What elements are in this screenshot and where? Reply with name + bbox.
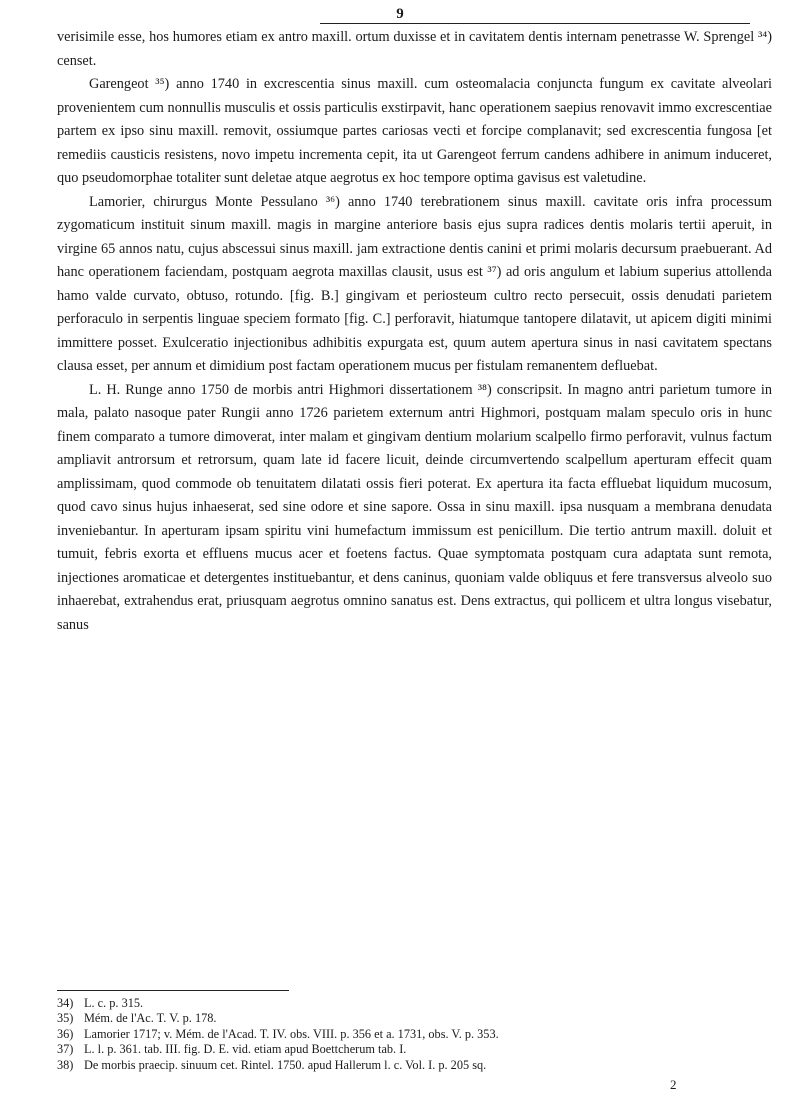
signature-mark: 2 xyxy=(670,1077,677,1092)
footnote xyxy=(57,1027,772,1042)
footnote xyxy=(57,996,772,1011)
page-number: 9 xyxy=(396,6,404,22)
footnote-text: Lamorier 1717; v. Mém. de l'Acad. T. IV. obs. VIII. p. 356 et a. 1731, obs. V. p. 353. xyxy=(84,1026,499,1041)
footnote xyxy=(57,1042,772,1057)
footnote-number: 38) xyxy=(57,1057,74,1072)
paragraph-4: L. H. Runge anno 1750 de morbis antri Highmori dissertationem ³⁸) conscripsit. In magno antri parietum tumore in mala, palato nasoque pater Rungii anno 1726 parietem externum antri Highmori, postquam malam speculo oris in hunc finem comparato a tumore dimoverat, inter malam et gingivam dentium molarium scalpello firmo perforavit, vulnus factum ampliavit antrorsum et retrorsum, quam late id facere licuit, deinde circumvertendo scalpellum aperturam effecit quam amplissimam, quod commode ob tenuitatem dilatati ossis fieri poterat. Ex apertura ita facta effluebat liquidum mucosum, quod cavo sinus hujus inhaeserat, sed sine odore et sine sapore. Ossa in sinu maxill. ipsa nusquam a membrana denudata inveniebantur. In aperturam ipsam spiritu vini humefactum immissum est penicillum. Die tertio antrum maxill. doluit et tumuit, febris exorta et effluens mucus acer et foetens factus. Quae symptomata postquam cura adaptata sunt remota, injectiones aromaticae et detergentes instituebantur, et dens caninus, quoniam valde obliquus et fere transversus alveolo suo inhaerebat, extrahendus erat, priusquam aegrotus omnino sanatus est. Dens extractus, qui pollicem et ultra longus visebatur, sanus xyxy=(57,381,772,633)
footnote-text: L. l. p. 361. tab. III. fig. D. E. vid. etiam apud Boettcherum tab. I. xyxy=(84,1042,407,1057)
paragraph-2: Garengeot ³⁵) anno 1740 in excrescentia sinus maxill. cum osteomalacia conjuncta fungum ex cavitate alveolari provenientem cum nonnullis musculis et ossis particulis exstirpavit, hanc operationem saepius renovavit immo excrescentiae partem ex ipso sinu maxill. removit, ossiumque partes cariosas vecti et forcipe complanavit; sed excrescentia fungosa [et remediis causticis resistens, novo impetu incrementa cepit, ita ut Garengeot ferrum candens adhibere in animum induceret, quo pseudomorphae totaliter sunt deletae atque aegrotus ex hoc tempore optima gavisus est valetudine. xyxy=(57,76,772,186)
footnote xyxy=(57,1011,772,1026)
footnote xyxy=(57,1058,772,1073)
footnote-number: 34) xyxy=(57,996,74,1010)
paragraph-3: Lamorier, chirurgus Monte Pessulano ³⁶) anno 1740 terebrationem sinus maxill. cavitate oris infra processum zygomaticum instituit sinum maxill. magis in margine anteriore basis ejus supra radices dentis molaris tertii aperuit, in virgine 65 annos natu, cujus abscessui sinus maxill. jam extractione dentis canini et primi molaris decursum praebuerant. Ad hanc operationem faciendam, postquam aegrota maxillas clausit, usus est ³⁷) ad oris angulum et labium superius attollenda hamo valde curvato, obtuso, rotundo. [fig. B.] gingivam et periosteum cultro recto persecuit, ossis denudati parietem perforaculo in serpentis linguae speciem formato [fig. C.] perforavit, hiatumque tantopere dilatavit, ut apicem digiti minimi immittere posset. Exulceratio injectionibus adhibitis expurgata est, quum autem apertura sinus in nasi cavitatem spectans clausa esset, per annum et dimidium post factam operationem mucus per fistulam remanentem defluebat. xyxy=(57,193,772,374)
footnote-text: Mém. de l'Ac. T. V. p. 178. xyxy=(84,1011,217,1026)
footnote-text: L. c. p. 315. xyxy=(84,996,144,1010)
header-rule xyxy=(320,23,750,24)
footnote-rule xyxy=(57,990,289,991)
footnotes xyxy=(57,996,772,1073)
footnote-number: 36) xyxy=(57,1026,74,1041)
body-text xyxy=(57,26,772,637)
footnote-number: 37) xyxy=(57,1042,74,1057)
footnote-number: 35) xyxy=(57,1011,74,1026)
footnote-text: De morbis praecip. sinuum cet. Rintel. 1750. apud Hallerum l. c. Vol. I. p. 205 sq. xyxy=(84,1057,487,1072)
paragraph-1: verisimile esse, hos humores etiam ex antro maxill. ortum duxisse et in cavitatem dentis internam penetrasse W. Sprengel ³⁴) censet. xyxy=(57,29,772,69)
